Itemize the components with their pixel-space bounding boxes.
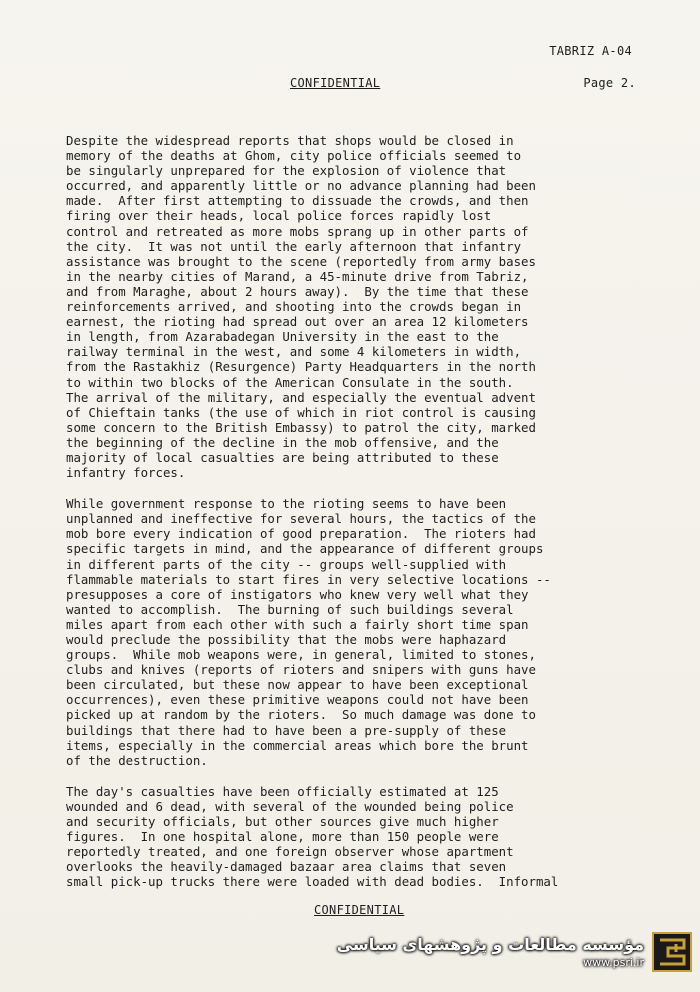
document-reference: TABRIZ A-04 bbox=[549, 44, 632, 58]
document-body bbox=[66, 133, 666, 906]
watermark-text bbox=[337, 935, 644, 969]
paragraph-2: While government response to the rioting seems to have been unplanned and ineffective for several hours, the tactics of the mob bore every indication of good preparation. The rioters had specific targets in mind, and the appearance of different groups in different parts of the city -- groups well-supplied with flammable materials to start fires in very selective locations -- presupposes a core of instigators who knew very well what they wanted to accomplish. The burning of such buildings several miles apart from each other with such a fairly short time span would preclude the possibility that the mobs were haphazard groups. While mob weapons were, in general, limited to stones, clubs and knives (reports of rioters and snipers with guns have been circulated, but these now appear to have been exceptional occurrences), even these primitive weapons could not have been picked up at random by the rioters. So much damage was done to buildings that there had to have been a pre-supply of these items, especially in the commercial areas which bore the brunt of the destruction. bbox=[66, 496, 551, 768]
watermark-url: www.psri.ir bbox=[583, 956, 644, 969]
watermark-title: مؤسسه مطالعات و پژوهشهای سیاسی bbox=[336, 935, 644, 954]
classification-header: CONFIDENTIAL bbox=[290, 76, 381, 90]
watermark bbox=[337, 932, 692, 972]
paragraph-1: Despite the widespread reports that shops would be closed in memory of the deaths at Ghom, city police officials seemed to be singularly unprepared for the explosion of violence that occurred, and apparently little or no advance planning had been made. After first attempting to dissuade the crowds, and then firing over their heads, local police forces rapidly lost control and retreated as more mobs sprang up in other parts of the city. It was not until the early afternoon that infantry assistance was brought to the scene (reportedly from army bases in the nearby cities of Marand, a 45-minute drive from Tabriz, and from Maraghe, about 2 hours away). By the time that these reinforcements arrived, and shooting into the crowds began in earnest, the rioting had spread out over an area 12 kilometers in length, from Azarabadegan University in the east to the railway terminal in the west, and some 4 kilometers in width, from the Rastakhiz (Resurgence) Party Headquarters in the north to within two blocks of the American Consulate in the south. The arrival of the military, and especially the eventual advent of Chieftain tanks (the use of which in riot control is causing some concern to the British Embassy) to patrol the city, marked the beginning of the decline in the mob offensive, and the majority of local casualties are being attributed to these infantry forces. bbox=[66, 133, 536, 481]
classification-footer: CONFIDENTIAL bbox=[314, 903, 405, 917]
page-number: Page 2. bbox=[583, 76, 636, 90]
psri-logo-icon bbox=[652, 932, 692, 972]
paragraph-3: The day's casualties have been officially estimated at 125 wounded and 6 dead, with several of the wounded being police and security officials, but other sources give much higher figures. In one hospital alone, more than 150 people were reportedly treated, and one foreign observer whose apartment overlooks the heavily-damaged bazaar area claims that seven small pick-up trucks there were loaded with dead bodies. Informal bbox=[66, 783, 559, 890]
